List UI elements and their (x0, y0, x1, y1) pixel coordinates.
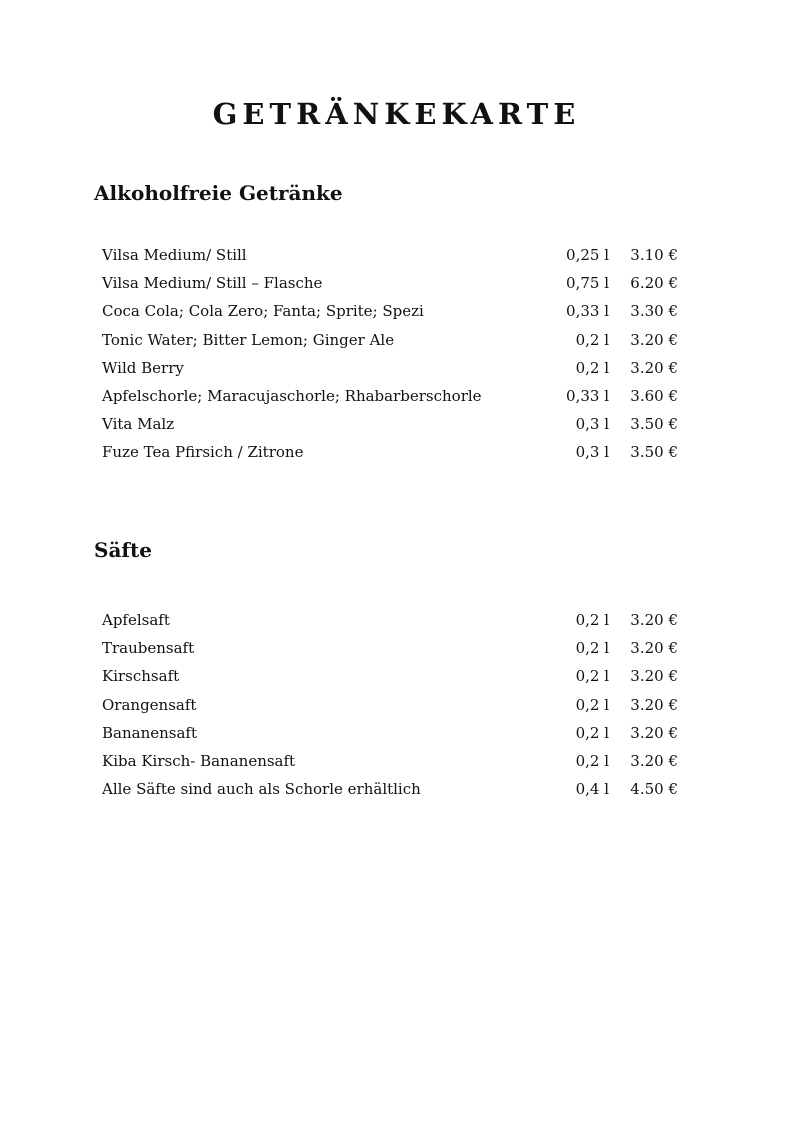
drink-volume: 0,2 l (575, 330, 609, 349)
drink-name: Traubensaft (102, 639, 195, 658)
drink-name: Wild Berry (102, 358, 184, 377)
drink-list-saefte (102, 606, 702, 803)
drink-name: Coca Cola; Cola Zero; Fanta; Sprite; Spezi (102, 302, 424, 321)
drink-volume: 0,33 l (566, 302, 609, 321)
list-item (102, 241, 702, 269)
drink-volume: 0,2 l (575, 611, 609, 629)
drink-volume: 0,2 l (575, 667, 609, 686)
drink-volume: 0,33 l (566, 386, 609, 405)
drink-name: Tonic Water; Bitter Lemon; Ginger Ale (102, 330, 395, 349)
drink-price: 3.30 € (630, 302, 678, 321)
drink-volume: 0,2 l (575, 751, 609, 770)
list-item (102, 775, 702, 803)
drink-volume: 0,2 l (575, 695, 609, 714)
drink-name: Kiba Kirsch- Bananensaft (102, 751, 296, 770)
list-item (102, 634, 702, 662)
drink-price: 3.50 € (630, 415, 678, 434)
drink-name: Vilsa Medium/ Still (102, 246, 247, 264)
drink-volume: 0,2 l (575, 358, 609, 377)
drink-name: Fuze Tea Pfirsich / Zitrone (102, 443, 304, 462)
drink-price: 3.50 € (630, 443, 678, 462)
drink-volume: 0,4 l (575, 780, 609, 799)
drink-price: 3.20 € (630, 639, 678, 658)
drink-name: Orangensaft (102, 695, 197, 714)
drink-name: Vita Malz (102, 415, 175, 434)
drink-name: Bananensaft (102, 723, 197, 742)
list-item (102, 606, 702, 634)
drink-price: 3.20 € (630, 667, 678, 686)
drink-name: Alle Säfte sind auch als Schorle erhältlich (102, 780, 421, 799)
drink-name: Kirschsaft (102, 667, 180, 686)
drink-price: 3.20 € (630, 330, 678, 349)
list-item (102, 382, 702, 410)
section-heading-saefte: Säfte (94, 538, 152, 562)
list-item (102, 691, 702, 719)
list-item (102, 747, 702, 775)
drink-price: 3.20 € (630, 358, 678, 377)
list-item (102, 269, 702, 297)
drink-volume: 0,75 l (566, 274, 609, 293)
list-item (102, 354, 702, 382)
drink-volume: 0,25 l (566, 246, 609, 264)
list-item (102, 326, 702, 354)
drink-name: Vilsa Medium/ Still – Flasche (102, 274, 323, 293)
list-item (102, 719, 702, 747)
drink-volume: 0,3 l (575, 415, 609, 434)
list-item (102, 662, 702, 690)
drink-price: 4.50 € (630, 780, 678, 799)
list-item (102, 438, 702, 466)
drink-price: 3.20 € (630, 723, 678, 742)
section-heading-alkoholfreie-getraenke: Alkoholfreie Getränke (94, 181, 343, 205)
drink-price: 6.20 € (630, 274, 678, 293)
drink-volume: 0,3 l (575, 443, 609, 462)
list-item (102, 297, 702, 325)
drink-volume: 0,2 l (575, 723, 609, 742)
drink-list-alkoholfreie-getraenke (102, 241, 702, 467)
drink-price: 3.10 € (630, 246, 678, 264)
drink-price: 3.20 € (630, 751, 678, 770)
drink-price: 3.20 € (630, 611, 678, 629)
drink-name: Apfelsaft (102, 611, 170, 629)
drink-price: 3.60 € (630, 386, 678, 405)
page-title: GETRÄNKEKARTE (212, 97, 581, 131)
drink-name: Apfelschorle; Maracujaschorle; Rhabarberschorle (102, 386, 482, 405)
list-item (102, 410, 702, 438)
drink-price: 3.20 € (630, 695, 678, 714)
drink-volume: 0,2 l (575, 639, 609, 658)
